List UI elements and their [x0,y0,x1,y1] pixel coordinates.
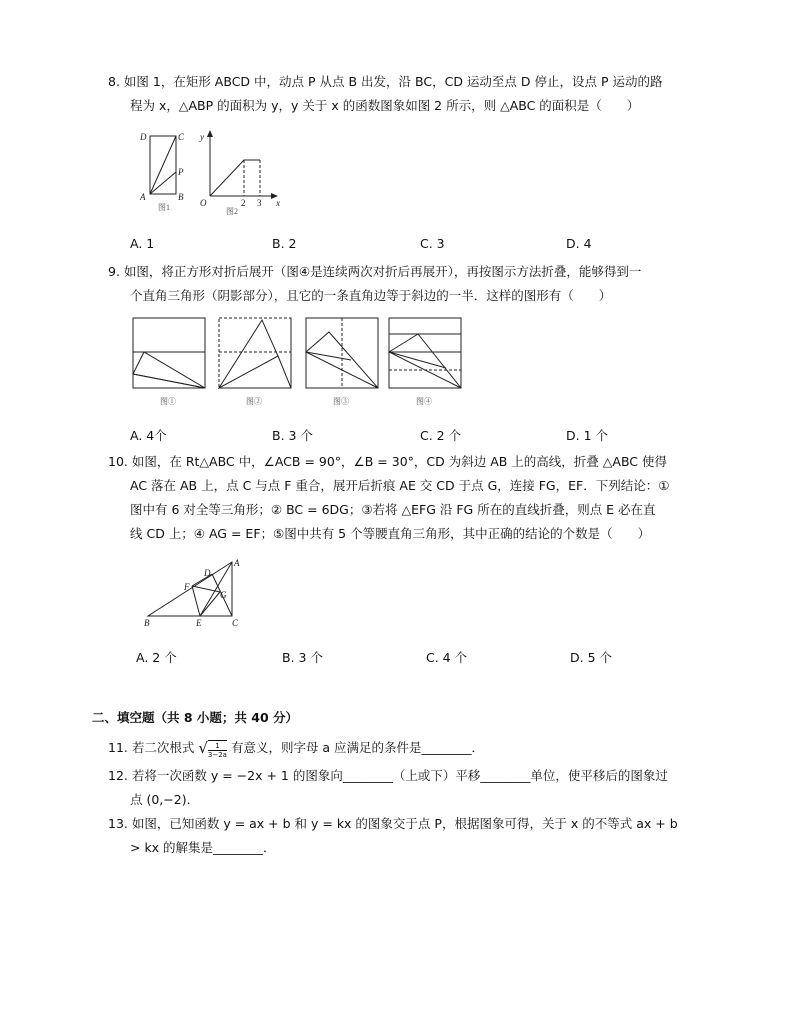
q9-option-d[interactable]: D. 1 个 [566,428,608,443]
q9-text-line2: 个直角三角形（阴影部分），且它的一条直角边等于斜边的一半．这样的图形有（ ） [130,288,612,303]
q8-text-line2: 程为 x，△ABP 的面积为 y，y 关于 x 的函数图象如图 2 所示，则 △ABC 的面积是（ ） [130,98,640,113]
fig1-label-d: D [140,132,147,142]
fig2-label-y: y [200,132,204,142]
q10-figure [140,556,244,630]
fig1-caption: 图1 [158,203,170,212]
q8-figure-2 [196,128,288,220]
q10-label-f: F [184,582,190,592]
q9-caption-3: 图③ [333,397,349,406]
q8-option-c[interactable]: C. 3 [420,236,445,251]
q11-suffix: 有意义，则字母 a 应满足的条件是________． [230,740,485,755]
q10-label-g: G [220,590,227,600]
q10-text-line3: 图中有 6 对全等三角形；② BC = 6DG；③若将 △EFG 沿 FG 所在的直线折叠，则点 E 必在直 [130,502,656,517]
q11-prefix: 11. 若二次根式 [108,740,195,755]
fig1-label-p: P [178,167,184,177]
q10-text-line2: AC 落在 AB 上，点 C 与点 F 重合，展开后折痕 AE 交 CD 于点 G，连接 FG，EF．下列结论：① [130,478,670,493]
q10-option-d[interactable]: D. 5 个 [570,650,612,665]
q9-figure-1 [132,316,212,412]
q12-text-line1: 12. 若将一次函数 y = −2x + 1 的图象向________（上或下）平移________单位，使平移后的图象过 [108,768,668,783]
fig2-tick-3: 3 [257,198,262,208]
q9-caption-2: 图② [246,397,262,406]
q9-text-line1: 9. 如图，将正方形对折后展开（图④是连续两次对折后再展开），再按图示方法折叠，能够得到一 [108,264,642,279]
q12-text-line2: 点 (0,−2)． [130,792,200,807]
q9-option-b[interactable]: B. 3 个 [272,428,313,443]
q10-text-line1: 10. 如图，在 Rt△ABC 中，∠ACB = 90°，∠B = 30°，CD 为斜边 AB 上的高线，折叠 △ABC 使得 [108,454,668,469]
q10-label-d: D [204,568,211,578]
q9-figure-3 [305,316,385,412]
q9-caption-1: 图① [160,397,176,406]
q9-option-c[interactable]: C. 2 个 [420,428,462,443]
q9-caption-4: 图④ [416,397,432,406]
q11-radical: √ $\frac{1}{3-2a}$ [198,739,227,759]
q9-figure-2 [218,316,298,412]
fig2-label-x: x [276,198,280,208]
q11-text [108,738,484,759]
section-title: 二、填空题（共 8 小题；共 40 分） [92,710,299,725]
q10-label-a: A [234,558,240,568]
fig2-tick-2: 2 [241,198,246,208]
q9-option-a[interactable]: A. 4个 [130,428,167,443]
q8-text-line1: 8. 如图 1，在矩形 ABCD 中，动点 P 从点 B 出发，沿 BC，CD 运动至点 D 停止，设点 P 运动的路 [108,74,663,89]
q9-figure-4 [388,316,468,412]
q10-label-e: E [196,618,202,628]
q11-frac-den: 3−2a [207,751,227,759]
q13-text-line1: 13. 如图，已知函数 y = ax + b 和 y = kx 的图象交于点 P，根据图象可得，关于 x 的不等式 ax + b [108,816,678,831]
q13-text-line2: > kx 的解集是________． [130,840,276,855]
q8-option-d[interactable]: D. 4 [566,236,592,251]
fig1-label-a: A [140,192,146,202]
q10-option-b[interactable]: B. 3 个 [282,650,323,665]
q8-option-a[interactable]: A. 1 [130,236,155,251]
q11-frac-num: 1 [208,742,227,751]
fig2-label-o: O [200,198,207,208]
q8-option-b[interactable]: B. 2 [272,236,297,251]
fig1-label-c: C [178,132,185,142]
fig1-label-b: B [178,192,184,202]
q10-option-c[interactable]: C. 4 个 [426,650,468,665]
q10-label-c: C [232,618,239,628]
q10-label-b: B [144,618,150,628]
q10-text-line4: 线 CD 上；④ AG = EF；⑤图中共有 5 个等腰直角三角形，其中正确的结论的个数是（ ） [130,526,651,541]
fig2-caption: 图2 [226,207,238,216]
q10-option-a[interactable]: A. 2 个 [136,650,177,665]
